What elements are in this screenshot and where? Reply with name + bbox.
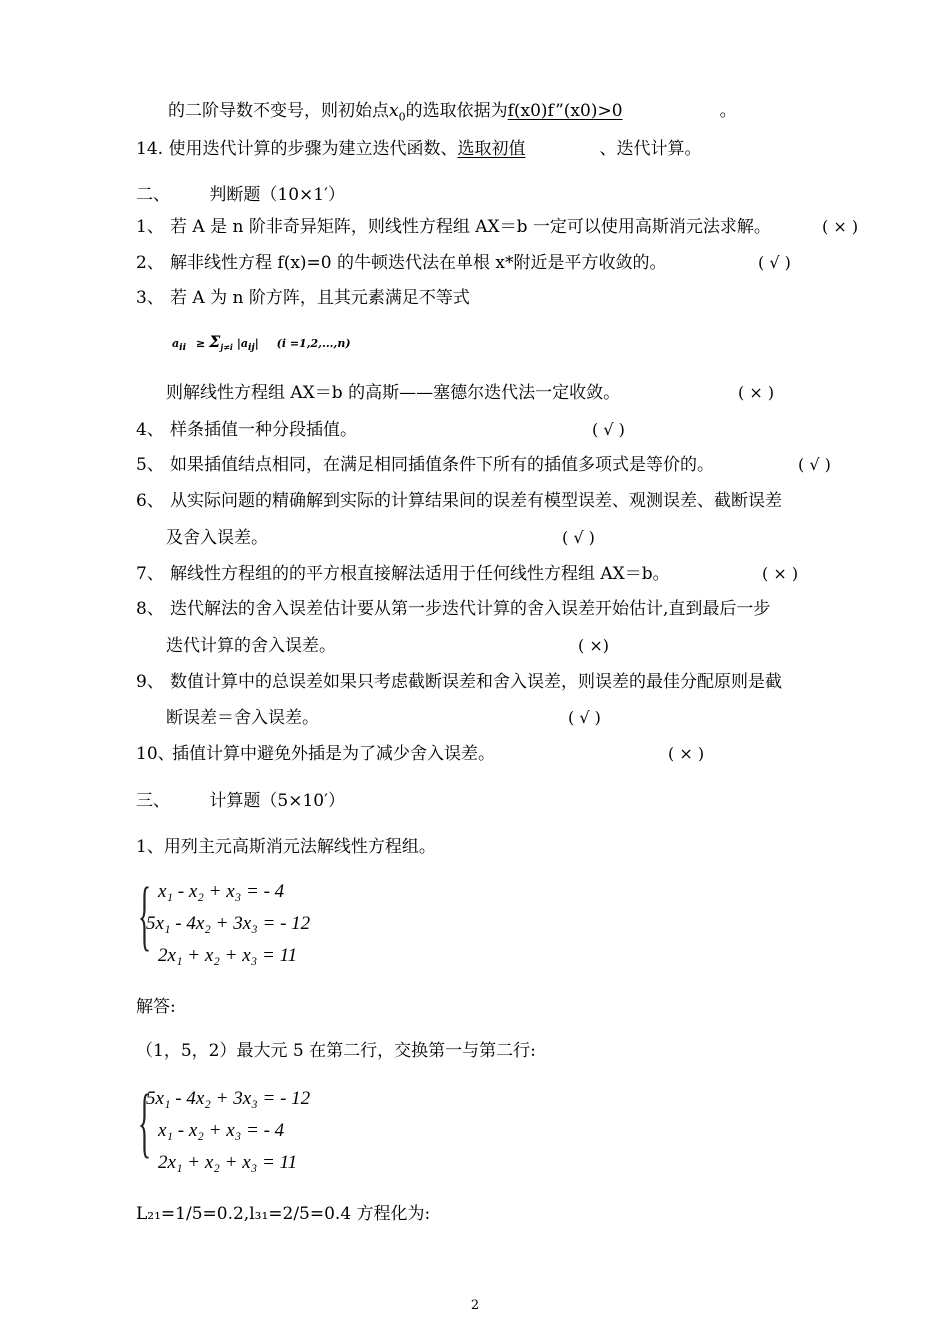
equation-system: [138, 871, 398, 966]
left-brace: {: [138, 871, 152, 958]
equation-row: x₁ - x₂ + x₃ = - 4: [158, 881, 285, 902]
question-text: 1、用列主元高斯消元法解线性方程组。: [136, 837, 436, 857]
answer-mark: ( √ ): [758, 253, 791, 272]
section-heading: 二、 判断题（10×1′）: [136, 185, 345, 205]
answer-blank: 选取初值: [457, 139, 526, 159]
page-number: 2: [470, 1298, 480, 1313]
answer-mark: ( × ): [668, 744, 705, 763]
answer-mark: ( ×): [578, 636, 609, 655]
text-line: 14. 使用迭代计算的步骤为建立迭代函数、选取初值 、迭代计算。: [136, 139, 702, 159]
document-page: 的二阶导数不变号，则初始点$x_0$的选取依据为f(x0)f”(x0)>0 。 14. 使用迭代计算的步骤为建立迭代函数、选取初值 、迭代计算。 二、 判断题（10×1′） 1、 若 A 是 n 阶非奇异矩阵，则线性方程组 AX＝b 一定可以使用高斯消元法求解。 ( × ) 2、 解非线性方程 f(x)=0 的牛顿迭代法在单根 x*附近是平方收敛的。 ( √ ) 3、 若 A 为 n 阶方阵，且其元素满足不等式 $a_{ii} \ge \Sigma_{j\ne i}$ $|a_{ij}|$ (i =1,2,...,n) 则解线性方程组 AX＝b 的高斯——塞德尔迭代法一定收敛。 ( × ) 4、 样条插值一种分段插值。 ( √ ) 5、 如果插值结点相同，在满足相同插值条件下所有的插值多项式是等价的。 ( √ ) 6、 从实际问题的精确解到实际的计算结果间的误差有模型误差、观测误差、截断误差 及舍入误差。 ( √ ) 7、 解线性方程组的的平方根直接解法适用于任何线性方程组 AX＝b。 ( × ) 8、 迭代解法的舍入误差估计要从第一步迭代计算的舍入误差开始估计,直到最后一步 迭代计算的舍入误差。 ( ×) 9、 数值计算中的总误差如果只考虑截断误差和舍入误差，则误差的最佳分配原则是截 断误差＝舍入误差。 ( √ ) 10、 插值计算中避免外插是为了减少舍入误差。 ( × ) 三、 计算题（5×10′） 1、用列主元高斯消元法解线性方程组。 { x₁ - x₂ + x₃ = - 4 5x₁ - 4x₂ + 3x₃ = - 12 2x₁ + x₂ + x₃ = 11 解答: （1，5，2）最大元 5 在第二行，交换第一与第二行: { 5x₁ - 4x₂ + 3x₃ = - 12 x₁ - x₂ + x₃ = - 4 2x₁ + x₂ + x₃ = 11 L₂₁=1/5=0.2,l₃₁=2/5=0.4 方程化为: 2: [0, 0, 950, 1344]
equation-row: 2x₁ + x₂ + x₃ = 11: [158, 1152, 298, 1173]
text-line: 的二阶导数不变号，则初始点$x_0$的选取依据为f(x0)f”(x0)>0 。: [168, 101, 737, 124]
equation-row: 5x₁ - 4x₂ + 3x₃ = - 12: [146, 913, 311, 934]
equation-row: 5x₁ - 4x₂ + 3x₃ = - 12: [146, 1088, 311, 1109]
solution-step: L₂₁=1/5=0.2,l₃₁=2/5=0.4 方程化为:: [136, 1204, 431, 1224]
answer-blank: f(x0)f”(x0)>0: [507, 101, 623, 121]
answer-mark: ( × ): [822, 217, 859, 236]
equation-row: 2x₁ + x₂ + x₃ = 11: [158, 945, 298, 966]
answer-mark: ( × ): [738, 383, 775, 402]
equation-row: x₁ - x₂ + x₃ = - 4: [158, 1120, 285, 1141]
solution-step: （1，5，2）最大元 5 在第二行，交换第一与第二行:: [136, 1041, 536, 1061]
answer-mark: ( √ ): [798, 455, 831, 474]
answer-mark: ( √ ): [562, 528, 595, 547]
equation-system: [138, 1078, 398, 1173]
answer-mark: ( √ ): [592, 420, 625, 439]
left-brace: {: [138, 1078, 152, 1165]
section-heading: 三、 计算题（5×10′）: [136, 791, 345, 811]
answer-label: 解答:: [136, 997, 176, 1017]
answer-mark: ( √ ): [568, 708, 601, 727]
inequality-formula: $a_{ii} \ge \Sigma_{j\ne i}$ $|a_{ij}|$ (i =1,2,...,n): [172, 332, 351, 354]
answer-mark: ( × ): [762, 564, 799, 583]
